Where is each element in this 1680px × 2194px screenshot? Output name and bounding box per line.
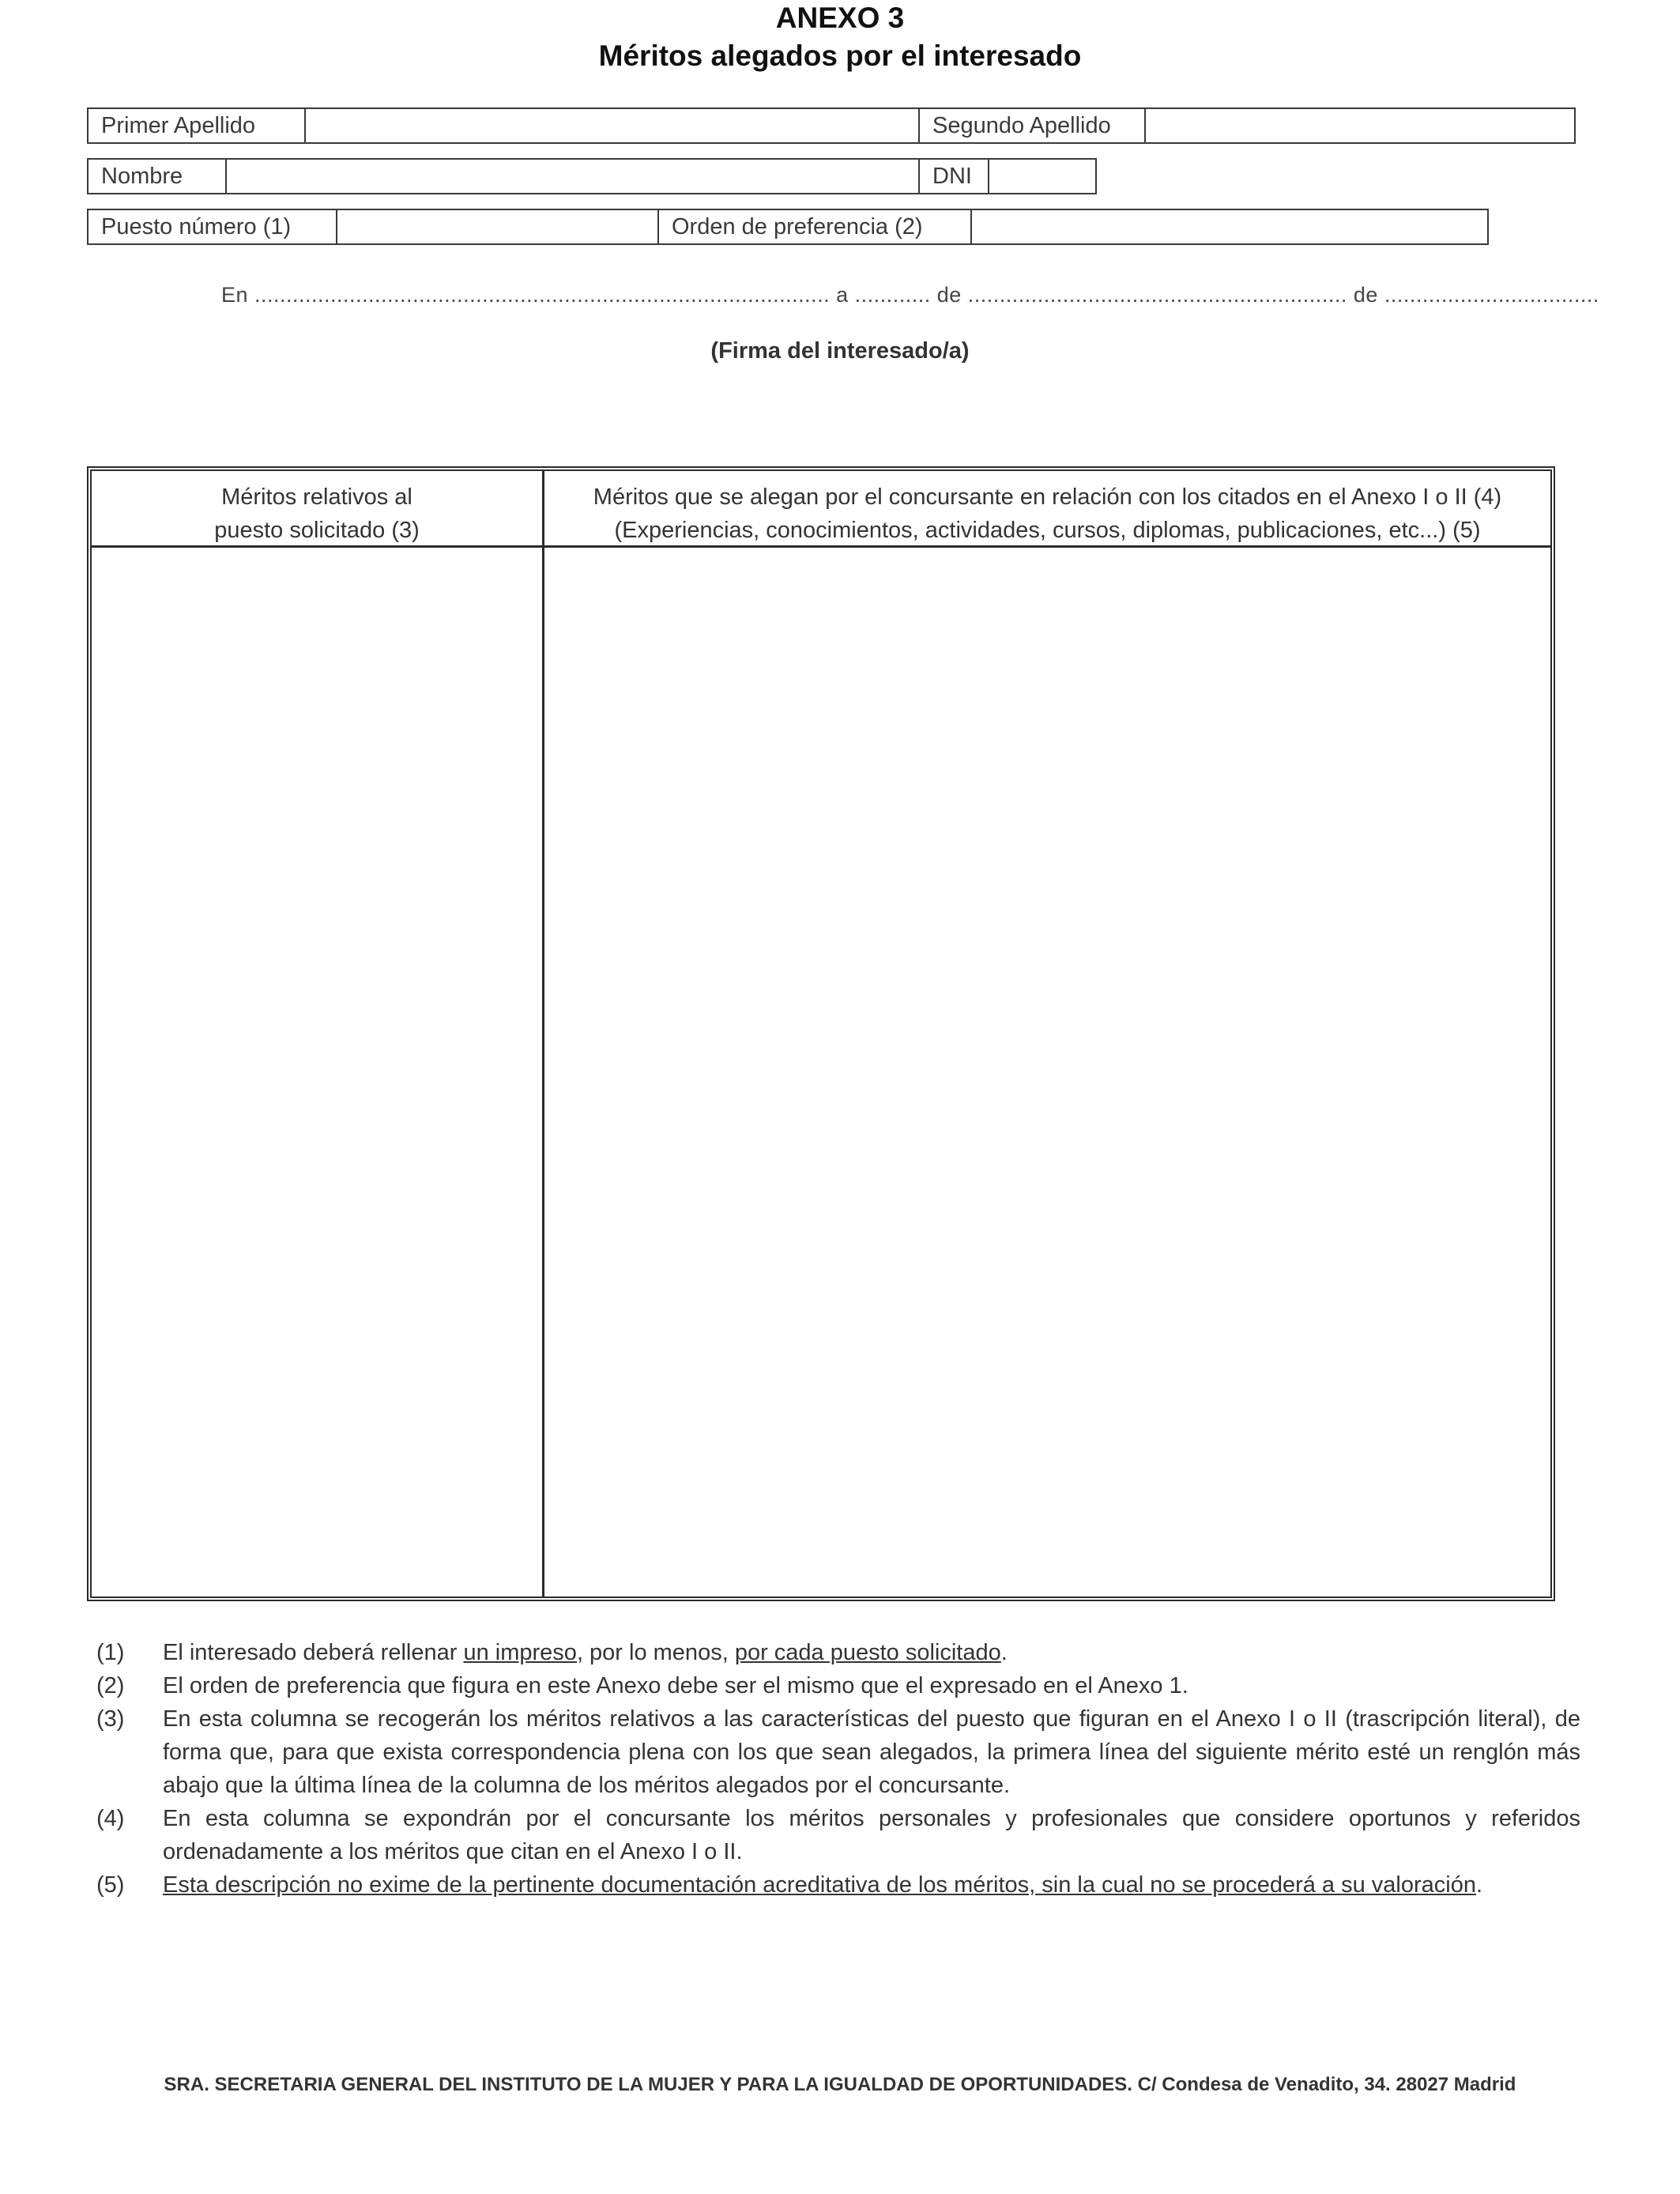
footnote-text: , por lo menos, <box>576 1640 735 1665</box>
orden-label: Orden de preferencia (2) <box>657 210 972 243</box>
footer-address: SRA. SECRETARIA GENERAL DEL INSTITUTO DE LA MUJER Y PARA LA IGUALDAD DE OPORTUNIDADES. C/ Condesa de Venadito, 34. 28027 Madrid <box>164 2074 1516 2095</box>
date-line: En ........................................................................................... a ............ de ............................................................ de .................................. <box>221 283 1599 307</box>
col1-header-line1: Méritos relativos al <box>221 484 412 510</box>
col1-header-line2: puesto solicitado (3) <box>214 518 420 543</box>
segundo-apellido-label: Segundo Apellido <box>918 109 1146 142</box>
col2-header-line2: (Experiencias, conocimientos, actividades, cursos, diplomas, publicaciones, etc...) (5) <box>614 518 1481 543</box>
puesto-orden-row <box>87 209 1489 245</box>
col2-header <box>544 481 1550 547</box>
nombre-dni-row <box>87 158 1097 194</box>
page-title: Méritos alegados por el interesado <box>598 40 1082 72</box>
col1-body-field[interactable] <box>92 548 542 1596</box>
orden-field[interactable] <box>972 210 1487 243</box>
footnote-4 <box>96 1802 1580 1868</box>
segundo-apellido-field[interactable] <box>1146 109 1574 142</box>
signature-label: (Firma del interesado/a) <box>710 338 970 364</box>
footnotes <box>96 1636 1580 1902</box>
primer-apellido-field[interactable] <box>306 109 918 142</box>
footnote-text: . <box>1475 1872 1483 1898</box>
footnote-3 <box>96 1702 1580 1802</box>
merits-table <box>87 466 1555 1601</box>
col2-header-line1: Méritos que se alegan por el concursante en relación con los citados en el Anexo I o II (4) <box>593 484 1502 510</box>
footnote-underlined-text: Esta descripción no exime de la pertinente documentación acreditativa de los méritos, sin la cual no se procederá a su valoración <box>163 1872 1476 1898</box>
footnote-number: (2) <box>96 1673 125 1698</box>
footnote-2 <box>96 1669 1580 1702</box>
table-header <box>92 471 1550 548</box>
nombre-field[interactable] <box>227 160 918 193</box>
footnote-number: (1) <box>96 1640 125 1665</box>
footnote-text: El interesado deberá rellenar <box>163 1640 464 1665</box>
footnote-5 <box>96 1868 1580 1902</box>
footnote-number: (4) <box>96 1806 125 1831</box>
primer-apellido-label: Primer Apellido <box>89 109 306 142</box>
dni-label: DNI <box>918 160 989 193</box>
footnote-underlined-text: por cada puesto solicitado <box>734 1640 1001 1665</box>
nombre-label: Nombre <box>89 160 227 193</box>
puesto-field[interactable] <box>337 210 657 243</box>
footnote-1 <box>96 1636 1580 1669</box>
footnote-text: . <box>1000 1640 1008 1665</box>
col1-header <box>92 481 542 547</box>
footnote-underlined-text: un impreso <box>463 1640 577 1665</box>
annex-title: ANEXO 3 <box>775 2 905 34</box>
footnote-text: En esta columna se recogerán los méritos relativos a las características del puesto que figuran en el Anexo I o II (trascripción literal), de forma que, para que exista correspondencia plena con los que sean alegados, la primera línea del siguiente mérito esté un renglón más abajo que la última línea de la columna de los méritos alegados por el concursante. <box>163 1706 1580 1798</box>
puesto-label: Puesto número (1) <box>89 210 337 243</box>
footnote-text: El orden de preferencia que figura en este Anexo debe ser el mismo que el expresado en el Anexo 1. <box>163 1673 1188 1698</box>
footnote-number: (3) <box>96 1706 125 1732</box>
footnote-text: En esta columna se expondrán por el concursante los méritos personales y profesionales que considere oportunos y referidos ordenadamente a los méritos que citan en el Anexo I o II. <box>163 1806 1580 1864</box>
col2-body-field[interactable] <box>544 548 1550 1596</box>
apellidos-row <box>87 107 1576 144</box>
footnote-number: (5) <box>96 1872 125 1898</box>
dni-field[interactable] <box>989 160 1095 193</box>
